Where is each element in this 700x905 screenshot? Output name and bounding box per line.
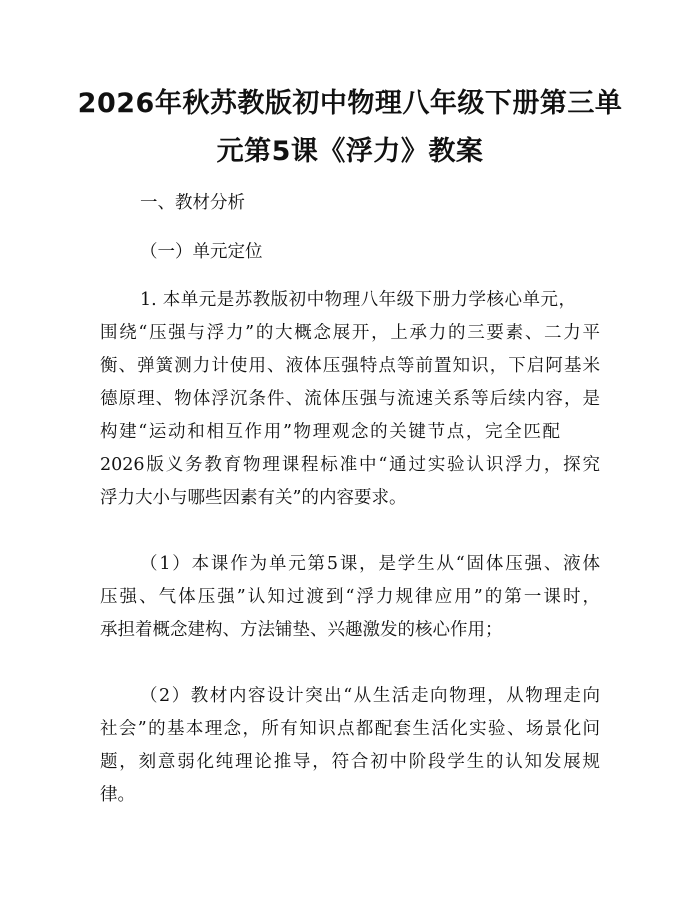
paragraph-1-line: 浮力大小与哪些因素有关”的内容要求。 bbox=[100, 488, 407, 508]
subsection-heading: （一）单元定位 bbox=[140, 242, 263, 262]
paragraph-2-line: （1）本课作为单元第5课，是学生从“固体压强、液体 bbox=[140, 554, 600, 574]
section-heading: 一、教材分析 bbox=[140, 193, 245, 213]
paragraph-1-line: 1. 本单元是苏教版初中物理八年级下册力学核心单元， bbox=[140, 290, 576, 310]
paragraph-1-line: 围绕“压强与浮力”的大概念展开，上承力的三要素、二力平 bbox=[100, 323, 600, 343]
paragraph-2-line: 承担着概念建构、方法铺垫、兴趣激发的核心作用； bbox=[100, 620, 503, 640]
paragraph-2-line: 压强、气体压强”认知过渡到“浮力规律应用”的第一课时， bbox=[100, 587, 600, 607]
document-title-line-1: 2026年秋苏教版初中物理八年级下册第三单 bbox=[77, 88, 623, 119]
paragraph-3-line: 社会”的基本理念，所有知识点都配套生活化实验、场景化问 bbox=[100, 719, 600, 739]
paragraph-1-line: 德原理、物体浮沉条件、流体压强与流速关系等后续内容，是 bbox=[100, 389, 600, 409]
paragraph-1-line: 2026版义务教育物理课程标准中“通过实验认识浮力，探究 bbox=[100, 455, 600, 475]
paragraph-3-line: 题，刻意弱化纯理论推导，符合初中阶段学生的认知发展规 bbox=[100, 752, 600, 772]
document-title-line-2: 元第5课《浮力》教案 bbox=[216, 136, 484, 167]
paragraph-3-line: 律。 bbox=[100, 785, 135, 805]
paragraph-1-line: 衡、弹簧测力计使用、液体压强特点等前置知识，下启阿基米 bbox=[100, 356, 600, 376]
paragraph-1-line: 构建“运动和相互作用”物理观念的关键节点，完全匹配 bbox=[100, 422, 560, 442]
paragraph-3-line: （2）教材内容设计突出“从生活走向物理，从物理走向 bbox=[140, 686, 600, 706]
